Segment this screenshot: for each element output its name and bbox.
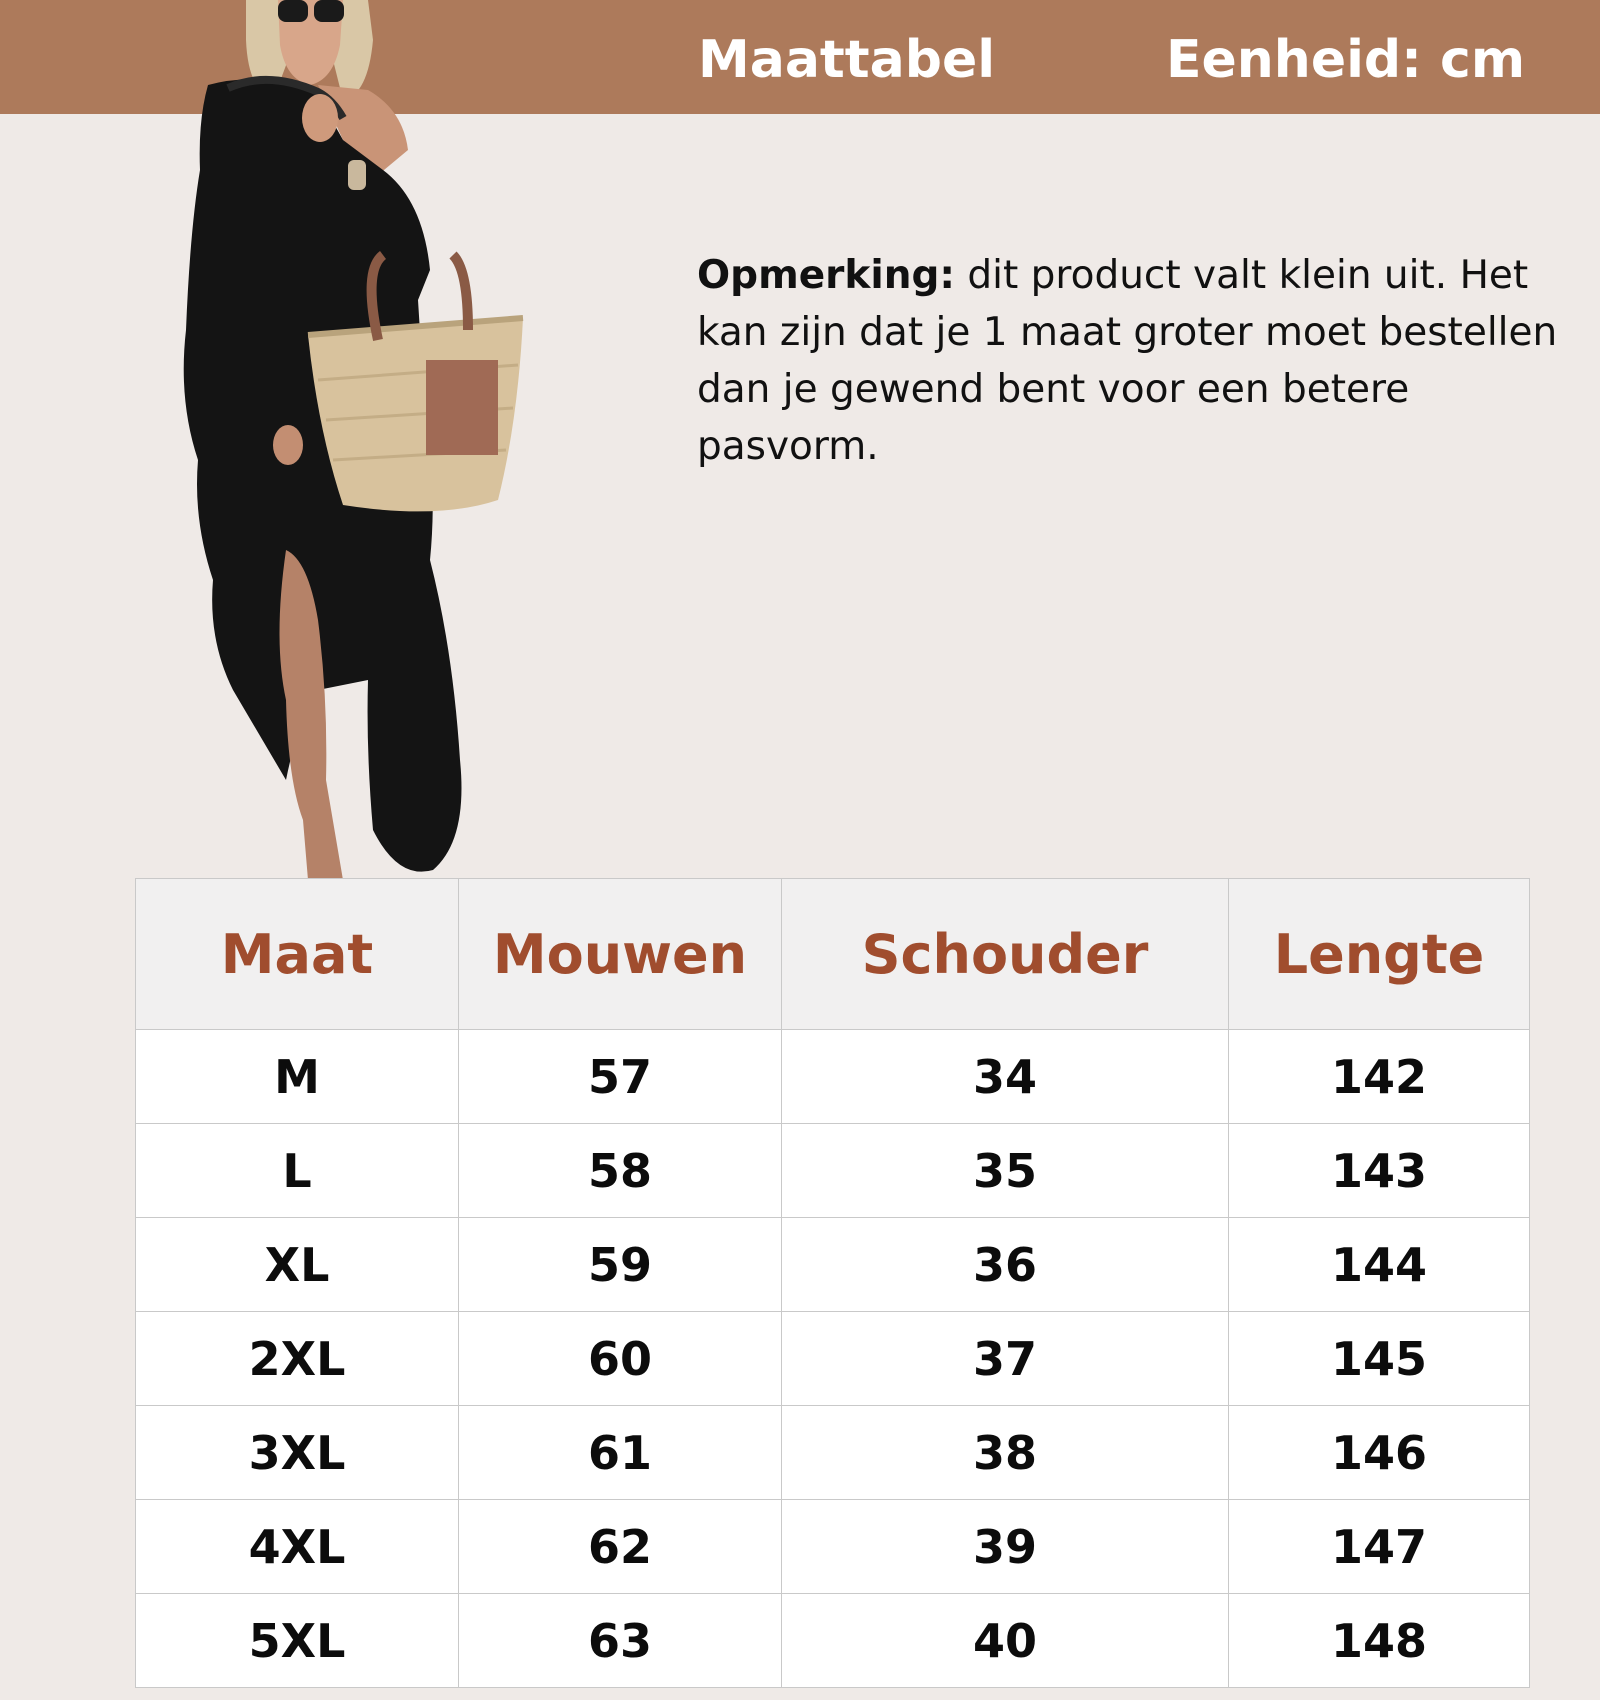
- model-photo: [168, 0, 548, 880]
- table-row: [136, 1124, 1530, 1218]
- table-cell: 145: [1229, 1312, 1530, 1406]
- table-cell: 148: [1229, 1594, 1530, 1688]
- table-cell: 38: [782, 1406, 1229, 1500]
- table-cell: 3XL: [136, 1406, 459, 1500]
- table-cell: 61: [459, 1406, 782, 1500]
- table-cell: 36: [782, 1218, 1229, 1312]
- table-cell: 143: [1229, 1124, 1530, 1218]
- table-row: [136, 1030, 1530, 1124]
- table-cell: 142: [1229, 1030, 1530, 1124]
- note-body: dit product valt klein uit. Het kan zijn dat je 1 maat groter moet bestellen dan je gewend bent voor een betere pasvorm.: [697, 253, 1558, 469]
- column-header-maat: Maat: [136, 879, 459, 1030]
- table-cell: 5XL: [136, 1594, 459, 1688]
- table-cell: 40: [782, 1594, 1229, 1688]
- table-cell: 35: [782, 1124, 1229, 1218]
- size-table: [135, 878, 1530, 1688]
- table-cell: 2XL: [136, 1312, 459, 1406]
- table-cell: 57: [459, 1030, 782, 1124]
- table-cell: 4XL: [136, 1500, 459, 1594]
- column-header-schouder: Schouder: [782, 879, 1229, 1030]
- table-cell: 37: [782, 1312, 1229, 1406]
- table-row: [136, 1218, 1530, 1312]
- table-cell: L: [136, 1124, 459, 1218]
- table-row: [136, 1406, 1530, 1500]
- table-cell: 144: [1229, 1218, 1530, 1312]
- table-row: [136, 1312, 1530, 1406]
- table-cell: 39: [782, 1500, 1229, 1594]
- page-title: Maattabel: [698, 30, 996, 90]
- note-label: Opmerking:: [697, 253, 955, 298]
- table-row: [136, 1594, 1530, 1688]
- sunglasses-icon: [278, 0, 308, 22]
- table-cell: 63: [459, 1594, 782, 1688]
- column-header-lengte: Lengte: [1229, 879, 1530, 1030]
- unit-label: Eenheid: cm: [1166, 30, 1526, 90]
- table-header-row: [136, 879, 1530, 1030]
- table-cell: M: [136, 1030, 459, 1124]
- table-cell: 34: [782, 1030, 1229, 1124]
- column-header-mouwen: Mouwen: [459, 879, 782, 1030]
- table-cell: 146: [1229, 1406, 1530, 1500]
- table-row: [136, 1500, 1530, 1594]
- table-cell: XL: [136, 1218, 459, 1312]
- table-cell: 58: [459, 1124, 782, 1218]
- note-text: [697, 247, 1577, 475]
- table-cell: 62: [459, 1500, 782, 1594]
- table-cell: 59: [459, 1218, 782, 1312]
- table-cell: 147: [1229, 1500, 1530, 1594]
- table-cell: 60: [459, 1312, 782, 1406]
